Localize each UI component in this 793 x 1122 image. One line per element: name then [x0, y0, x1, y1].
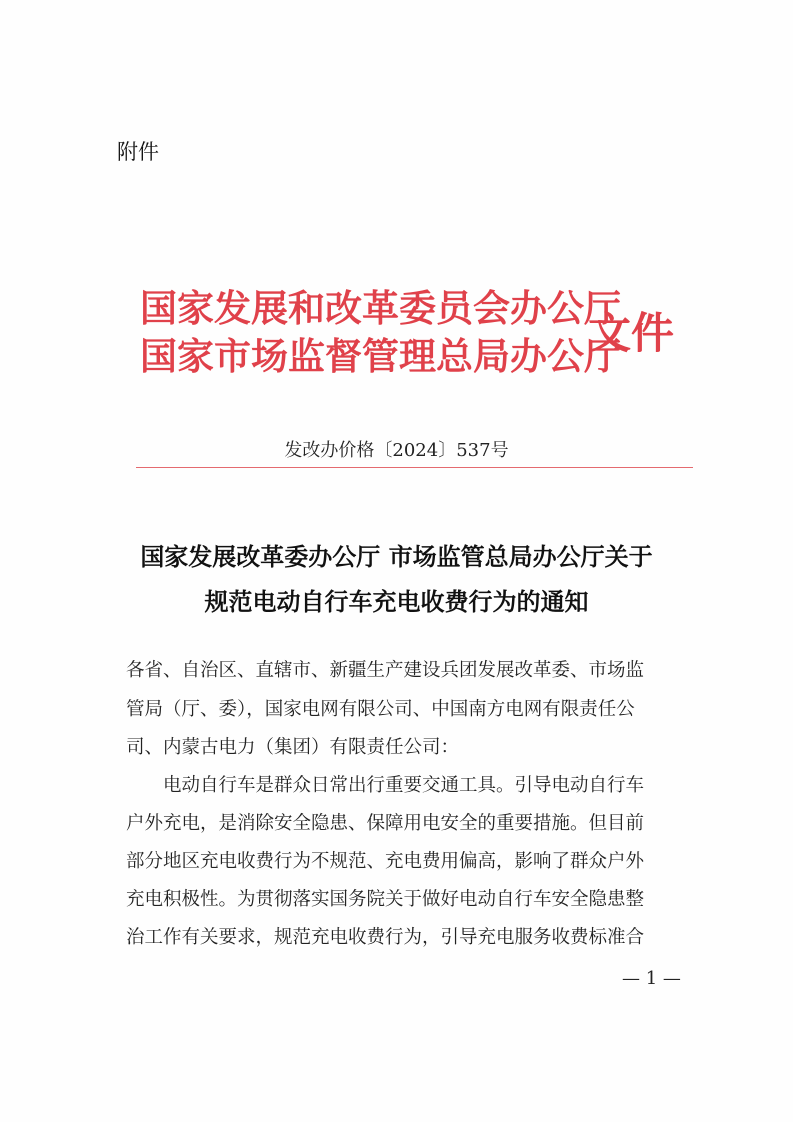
page-number: — 1 — [622, 968, 681, 989]
red-divider [136, 467, 693, 468]
document-number: 发改办价格〔2024〕537号 [284, 440, 509, 461]
attachment-label: 附件 [117, 140, 159, 164]
issuer-line-samr: 国家市场监督管理总局办公厅 [140, 334, 621, 378]
body-line: 户外充电，是消除安全隐患、保障用电安全的重要措施。但目前 [126, 813, 645, 834]
notice-title-line-1: 国家发展改革委办公厅 市场监管总局办公厅关于 [140, 542, 653, 571]
body-line: 管局（厅、委），国家电网有限公司、中国南方电网有限责任公 [126, 699, 635, 720]
body-line: 各省、自治区、直辖市、新疆生产建设兵团发展改革委、市场监 [126, 660, 645, 681]
red-header [140, 278, 680, 388]
notice-title-line-2: 规范电动自行车充电收费行为的通知 [204, 587, 589, 616]
issuer-line-ndrc: 国家发展和改革委员会办公厅 [140, 286, 621, 330]
document-suffix: 文件 [588, 309, 674, 359]
body-line: 充电积极性。为贯彻落实国务院关于做好电动自行车安全隐患整 [126, 889, 645, 910]
body-line: 电动自行车是群众日常出行重要交通工具。引导电动自行车 [126, 775, 645, 796]
body-line: 司、内蒙古电力（集团）有限责任公司： [126, 737, 460, 758]
body-line: 部分地区充电收费行为不规范、充电费用偏高，影响了群众户外 [126, 851, 645, 872]
body-line: 治工作有关要求，规范充电收费行为，引导充电服务收费标准合 [126, 927, 645, 948]
